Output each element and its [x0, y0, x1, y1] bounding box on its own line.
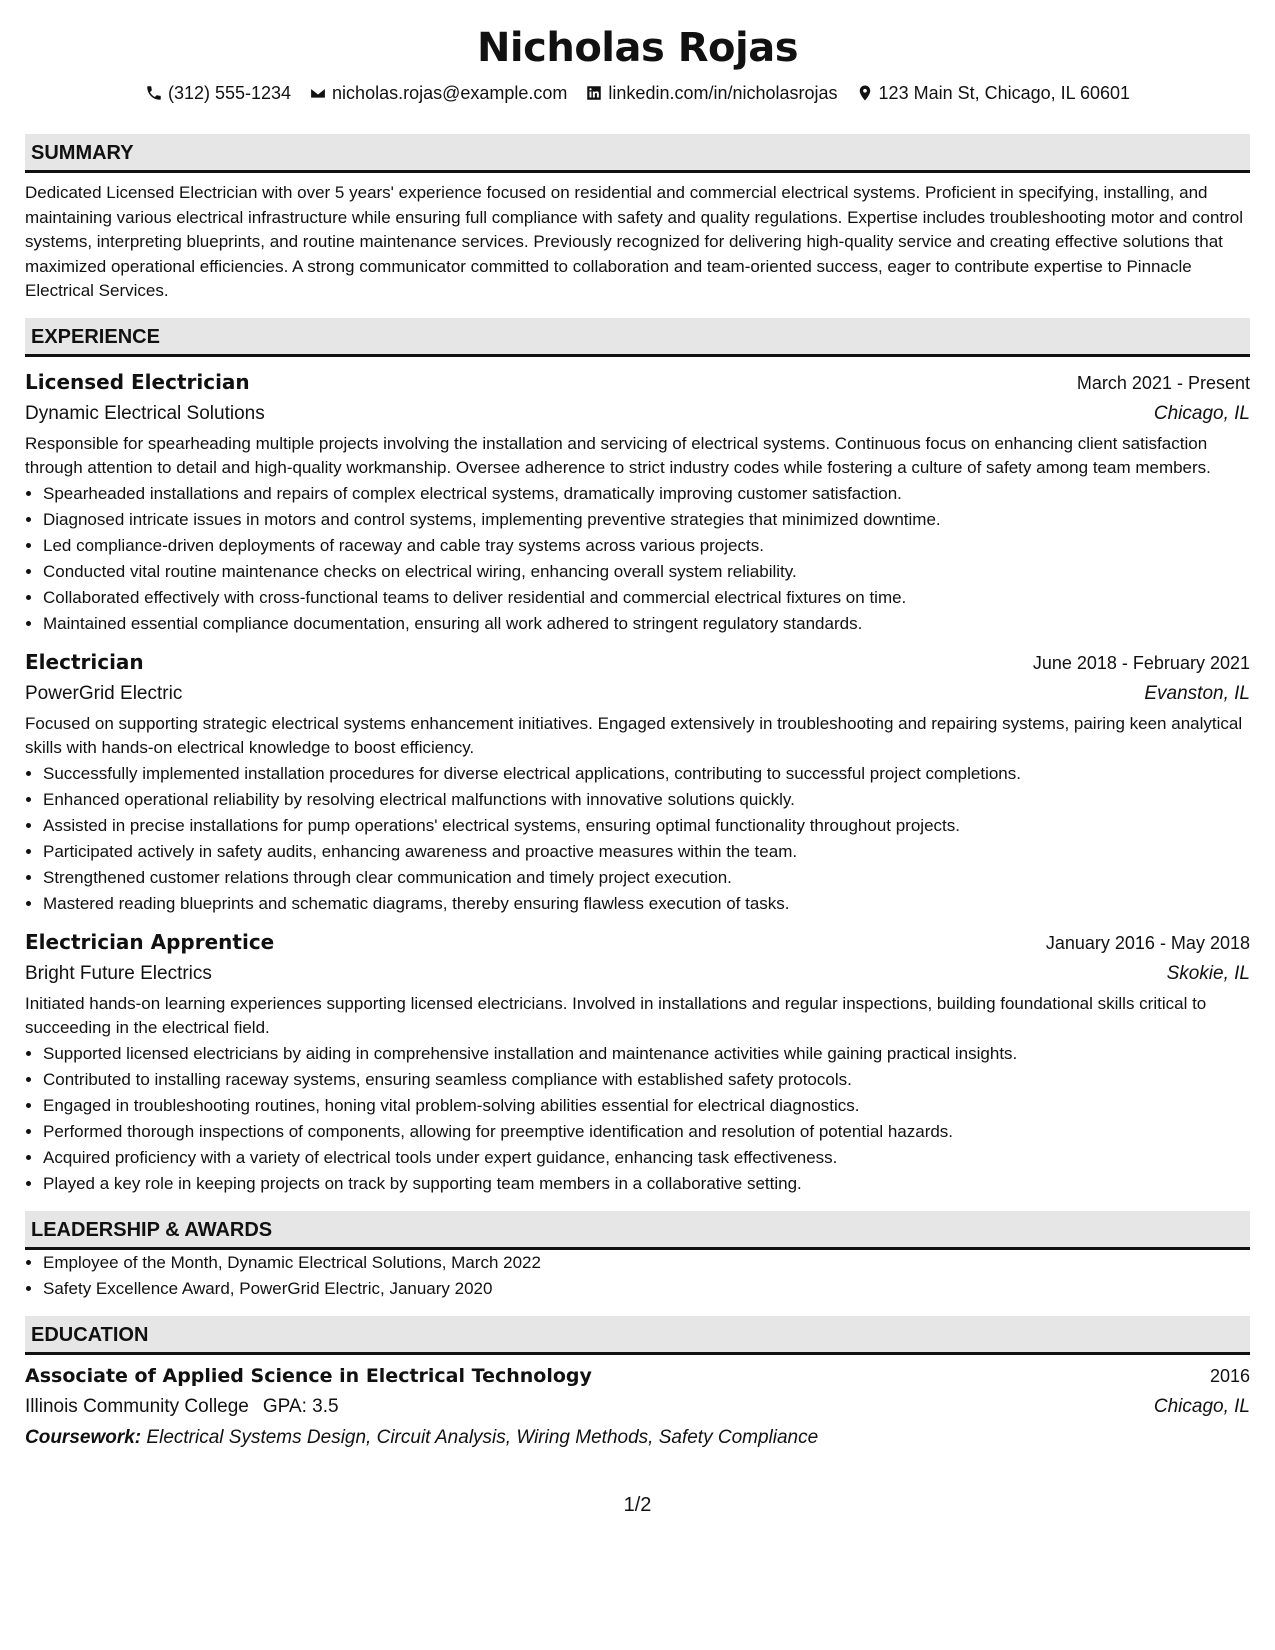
job-dates: March 2021 - Present	[1076, 372, 1250, 393]
contact-phone	[145, 80, 291, 106]
envelope-icon	[309, 84, 327, 102]
resume-page	[25, 0, 1250, 1453]
list-item: • Participated actively in safety audits, enhancing awareness and proactive measures within the team.	[43, 839, 1250, 865]
job-dates: June 2018 - February 2021	[1032, 652, 1250, 673]
linkedin-text[interactable]: linkedin.com/in/nicholasrojas	[608, 83, 838, 103]
job-location: Evanston, IL	[1144, 682, 1250, 704]
list-item: • Strengthened customer relations through clear communication and timely project execution.	[43, 865, 1250, 891]
list-item: • Mastered reading blueprints and schematic diagrams, thereby ensuring flawless execution of tasks.	[43, 891, 1250, 917]
job-title: Licensed Electrician	[25, 369, 250, 394]
list-item: • Maintained essential compliance documentation, ensuring all work adhered to stringent regulatory standards.	[43, 611, 1250, 637]
contact-linkedin[interactable]	[585, 80, 837, 106]
list-item: • Successfully implemented installation procedures for diverse electrical applications, contributing to successful project completions.	[43, 761, 1250, 787]
summary-text: Dedicated Licensed Electrician with over 5 years' experience focused on residential and commercial electrical systems. Proficient in specifying, installing, and maintaining various electrical infrastructure while ensuring full compliance with safety and quality regulations. Expertise includes troubleshooting motor and control systems, interpreting blueprints, and routine maintenance services. Previously recognized for delivering high-quality service and creating effective solutions that maximized operational efficiencies. A strong communicator committed to collaboration and team-oriented success, eager to contribute expertise to Pinnacle Electrical Services.	[25, 183, 1244, 300]
awards-list	[25, 1250, 1250, 1302]
address-text: 123 Main St, Chicago, IL 60601	[878, 83, 1131, 103]
contact-email[interactable]	[309, 80, 567, 106]
gpa: GPA: 3.5	[262, 1395, 339, 1417]
school-location: Chicago, IL	[1153, 1395, 1250, 1417]
job-bullets	[25, 1041, 1250, 1197]
page-number: 1/2	[623, 1494, 652, 1516]
map-marker-icon	[856, 84, 874, 102]
list-item: • Diagnosed intricate issues in motors and control systems, implementing preventive strategies that minimized downtime.	[43, 507, 1250, 533]
awards-heading: LEADERSHIP & AWARDS	[25, 1211, 1250, 1250]
list-item: • Contributed to installing raceway systems, ensuring seamless compliance with established safety protocols.	[43, 1067, 1250, 1093]
job-bullets	[25, 481, 1250, 637]
list-item: • Employee of the Month, Dynamic Electrical Solutions, March 2022	[43, 1250, 1250, 1276]
job-entry	[25, 367, 1250, 637]
job-title: Electrician	[25, 649, 144, 674]
list-item: • Safety Excellence Award, PowerGrid Electric, January 2020	[43, 1276, 1250, 1302]
list-item: • Spearheaded installations and repairs of complex electrical systems, dramatically improving customer satisfaction.	[43, 481, 1250, 507]
list-item: • Enhanced operational reliability by resolving electrical malfunctions with innovative solutions quickly.	[43, 787, 1250, 813]
company-name: Bright Future Electrics	[25, 962, 212, 984]
job-description: Focused on supporting strategic electrical systems enhancement initiatives. Engaged extensively in troubleshooting and repairing systems, pairing keen analytical skills with hands-on electrical knowledge to boost efficiency.	[25, 713, 1243, 757]
job-entry	[25, 927, 1250, 1197]
contact-address	[856, 80, 1131, 106]
job-bullets	[25, 761, 1250, 917]
list-item: • Acquired proficiency with a variety of electrical tools under expert guidance, enhancing task effectiveness.	[43, 1145, 1250, 1171]
phone-text: (312) 555-1234	[167, 83, 292, 103]
list-item: • Collaborated effectively with cross-functional teams to deliver residential and commercial electrical fixtures on time.	[43, 585, 1250, 611]
linkedin-icon	[585, 84, 603, 102]
coursework-list: Electrical Systems Design, Circuit Analysis, Wiring Methods, Safety Compliance	[146, 1426, 819, 1448]
list-item: • Conducted vital routine maintenance checks on electrical wiring, enhancing overall system reliability.	[43, 559, 1250, 585]
list-item: • Played a key role in keeping projects on track by supporting team members in a collaborative setting.	[43, 1171, 1250, 1197]
job-description: Initiated hands-on learning experiences supporting licensed electricians. Involved in installations and regular inspections, building foundational skills critical to succeeding in the electrical field.	[25, 993, 1207, 1037]
contact-bar	[25, 80, 1250, 106]
job-location: Chicago, IL	[1153, 402, 1250, 424]
email-text[interactable]: nicholas.rojas@example.com	[332, 83, 568, 103]
company-name: Dynamic Electrical Solutions	[25, 402, 265, 424]
job-entry	[25, 647, 1250, 917]
degree-title: Associate of Applied Science in Electrical Technology	[25, 1364, 592, 1387]
summary-heading: SUMMARY	[25, 134, 1250, 173]
candidate-name: Nicholas Rojas	[476, 25, 799, 71]
job-title: Electrician Apprentice	[25, 929, 275, 954]
coursework	[25, 1423, 1250, 1453]
education-entry	[25, 1361, 1250, 1453]
company-name: PowerGrid Electric	[25, 682, 183, 704]
job-location: Skokie, IL	[1166, 962, 1250, 984]
experience-heading: EXPERIENCE	[25, 318, 1250, 357]
job-dates: January 2016 - May 2018	[1045, 932, 1250, 953]
list-item: • Performed thorough inspections of components, allowing for preemptive identification and resolution of potential hazards.	[43, 1119, 1250, 1145]
education-heading: EDUCATION	[25, 1316, 1250, 1355]
job-description: Responsible for spearheading multiple projects involving the installation and servicing of electrical systems. Continuous focus on enhancing client satisfaction through attention to detail and high-quality workmanship. Oversee adherence to strict industry codes while fostering a culture of safety among team members.	[25, 433, 1211, 477]
list-item: • Supported licensed electricians by aiding in comprehensive installation and maintenance activities while gaining practical insights.	[43, 1041, 1250, 1067]
phone-icon	[145, 84, 163, 102]
graduation-year: 2016	[1209, 1365, 1250, 1386]
school-name: Illinois Community College	[25, 1395, 249, 1417]
coursework-label: Coursework:	[25, 1426, 142, 1448]
list-item: • Assisted in precise installations for pump operations' electrical systems, ensuring optimal functionality throughout projects.	[43, 813, 1250, 839]
list-item: • Engaged in troubleshooting routines, honing vital problem-solving abilities essential for electrical diagnostics.	[43, 1093, 1250, 1119]
list-item: • Led compliance-driven deployments of raceway and cable tray systems across various projects.	[43, 533, 1250, 559]
